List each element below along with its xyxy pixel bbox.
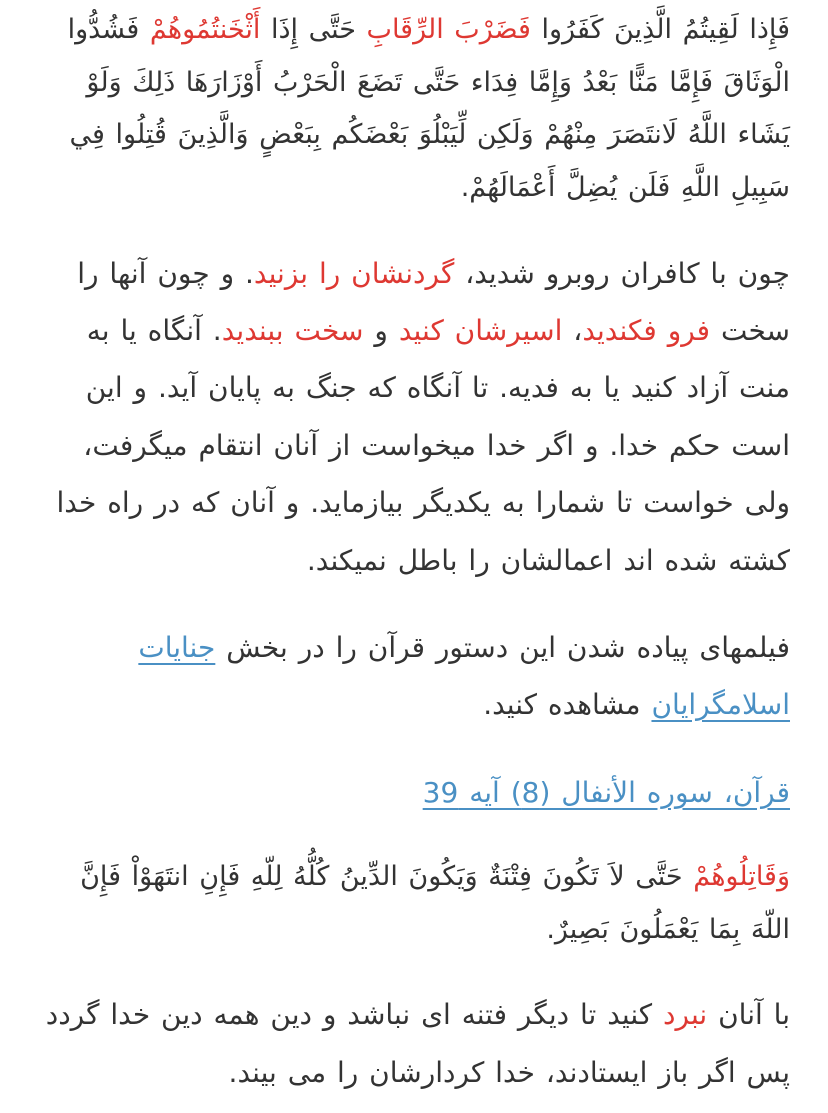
text-run: کنید تا دیگر فتنه ای نباشد و دین همه دین خدا گردد پس اگر باز ایستادند، خدا کردارشان را می بیند. xyxy=(45,998,790,1089)
highlighted-text-run: أَثْخَنتُمُوهُمْ xyxy=(149,14,261,45)
highlighted-text-run: اسیرشان کنید xyxy=(398,313,563,347)
text-run: ، xyxy=(562,313,583,347)
text-run: حَتَّى لاَ تَكُونَ فِتْنَةٌ وَيَكُونَ الدِّينُ كُلُّهُ لِلّهِ فَإِنِ انتَهَوْاْ فَإِنَّ اللّهَ بِمَا يَعْمَلُونَ بَصِيرٌ. xyxy=(80,861,790,945)
highlighted-text-run: سخت ببندید xyxy=(221,313,364,347)
text-run: مشاهده کنید. xyxy=(483,688,652,722)
text-run: فَشُدُّوا الْوَثَاقَ فَإِمَّا مَنًّا بَعْدُ وَإِمَّا فِدَاء حَتَّى تَضَعَ الْحَرْبُ أَوْزَارَهَا ذَلِكَ وَلَوْ يَشَاء اللَّهُ لَانتَصَرَ مِنْهُمْ وَلَكِن لِّيَبْلُوَ بَعْضَكُم بِبَعْضٍ وَالَّذِينَ قُتِلُوا فِي سَبِيلِ اللَّهِ فَلَن يُضِلَّ أَعْمَالَهُمْ. xyxy=(67,14,790,203)
text-run: با آنان xyxy=(707,998,790,1032)
highlighted-text-run: فَضَرْبَ الرِّقَابِ xyxy=(366,14,531,45)
source-link-line xyxy=(38,764,790,821)
text-run: حَتَّى إِذَا xyxy=(260,14,367,45)
highlighted-text-run: فرو فکندید xyxy=(582,313,711,347)
highlighted-text-run: وَقَاتِلُوهُمْ xyxy=(693,861,790,893)
text-run: فَإِذا لَقِيتُمُ الَّذِينَ كَفَرُوا xyxy=(530,14,790,45)
inline-link[interactable]: جنایات اسلامگرایان xyxy=(138,630,790,722)
text-run: چون با کافران روبرو شدید، xyxy=(454,256,790,290)
films-note xyxy=(38,619,790,734)
highlighted-text-run: گردنشان را بزنید xyxy=(253,256,455,290)
arabic-verse-2 xyxy=(38,851,790,956)
highlighted-text-run: نبرد xyxy=(663,998,708,1032)
text-run: فیلمهای پیاده شدن این دستور قرآن را در بخش xyxy=(215,630,790,664)
persian-translation-1 xyxy=(38,245,790,589)
source-link[interactable]: قرآن، سوره الأنفال (8) آیه 39 xyxy=(422,775,790,809)
text-run: . و چون آنها را سخت xyxy=(77,256,790,347)
text-run: و xyxy=(363,313,399,347)
text-run: . آنگاه یا به منت آزاد کنید یا به فدیه. تا آنگاه که جنگ به پایان آید. و این است حکم خدا. و اگر خدا میخواست از آنان انتقام میگرفت، ولی خواست تا شمارا به یکدیگر بیازماید. و آنان که در راه خدا کشته شده اند اعمالشان را باطل نمیکند. xyxy=(56,313,790,577)
arabic-verse-1 xyxy=(38,4,790,215)
persian-translation-2 xyxy=(38,986,790,1101)
